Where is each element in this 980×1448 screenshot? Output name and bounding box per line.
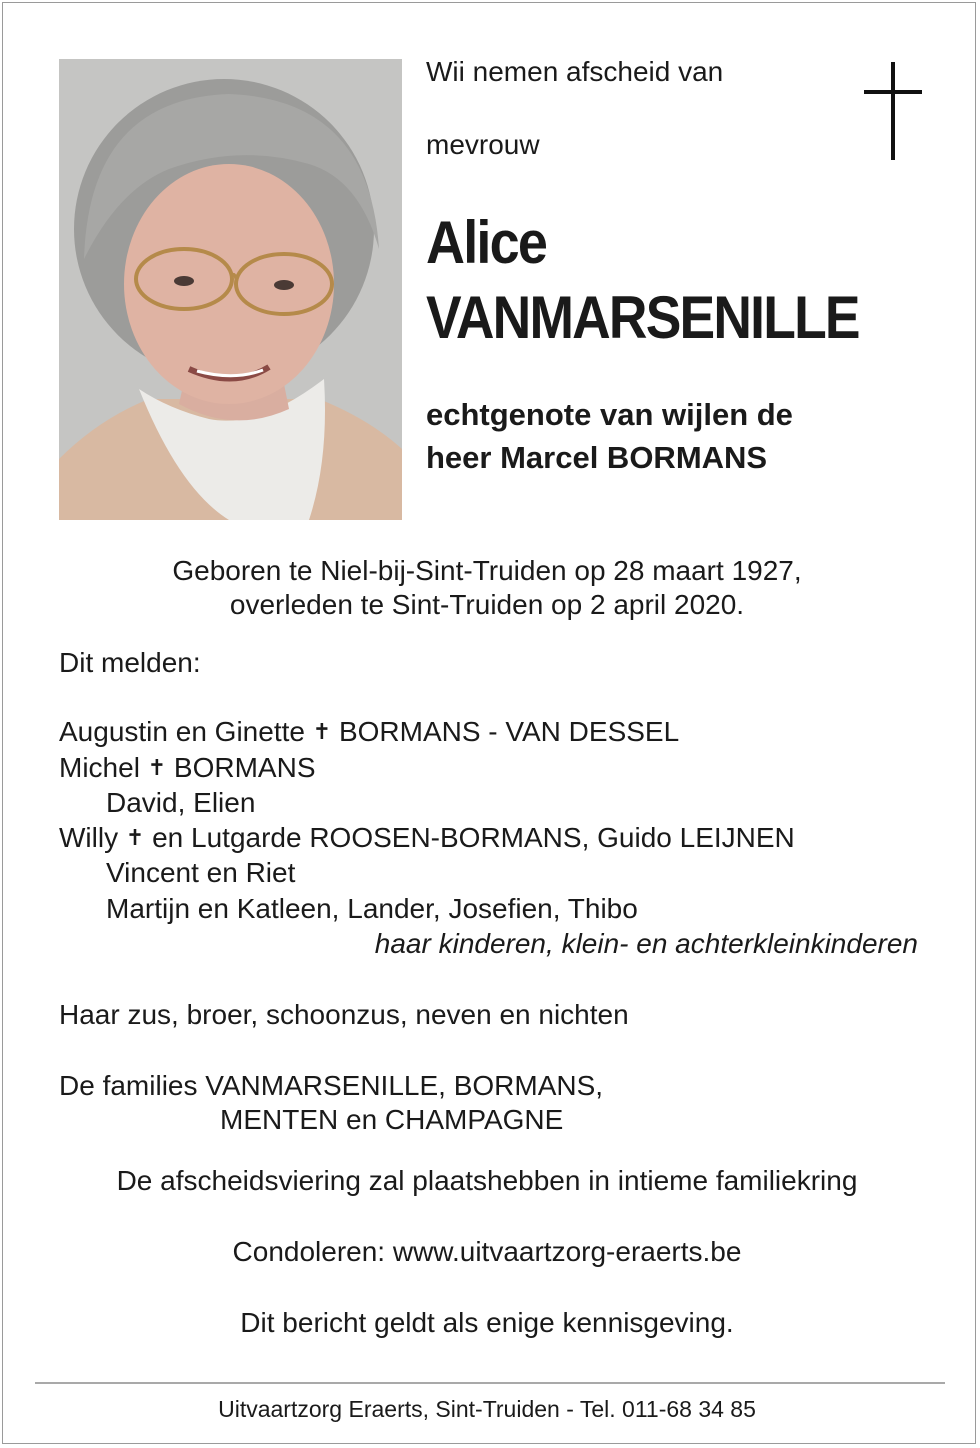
portrait-photo <box>59 59 402 520</box>
family-name-text: Augustin en Ginette <box>59 716 305 747</box>
footer-undertaker: Uitvaartzorg Eraerts, Sint-Truiden - Tel. 011-68 34 85 <box>218 1396 756 1422</box>
family-name-text: Michel <box>59 752 140 783</box>
intro-text: Wii nemen afscheid van <box>426 56 724 87</box>
spouse-line-2: heer Marcel BORMANS <box>426 440 768 475</box>
families-line-1: De families VANMARSENILLE, BORMANS, <box>59 1070 604 1101</box>
deceased-first-name: Alice <box>426 209 547 276</box>
family-relation: haar kinderen, klein- en achterkleinkinderen <box>374 928 918 959</box>
death-info: overleden te Sint-Truiden op 2 april 2020. <box>229 589 745 620</box>
family-line-5: Vincent en Riet <box>106 857 296 888</box>
family-line-4 <box>59 822 795 854</box>
relatives-line: Haar zus, broer, schoonzus, neven en nichten <box>59 999 629 1030</box>
latin-cross-icon <box>864 62 922 160</box>
footer-divider <box>35 1382 945 1384</box>
family-line-2 <box>59 752 316 784</box>
family-name-text: BORMANS - VAN DESSEL <box>338 716 680 747</box>
family-line-1 <box>59 716 679 748</box>
notice-text: Dit bericht geldt als enige kennisgeving. <box>240 1307 734 1338</box>
family-name-text: en Lutgarde ROOSEN-BORMANS, Guido LEIJNEN <box>152 822 795 853</box>
deceased-last-name: VANMARSENILLE <box>426 284 859 351</box>
condolences-info: Condoleren: www.uitvaartzorg-eraerts.be <box>232 1236 742 1267</box>
family-name-text: Willy <box>59 822 119 853</box>
honorific: mevrouw <box>426 129 540 160</box>
family-name-text: BORMANS <box>173 752 316 783</box>
deceased-cross-icon: ✝ <box>312 719 332 744</box>
deceased-cross-icon: ✝ <box>125 825 145 850</box>
announcers-header: Dit melden: <box>59 647 201 678</box>
spouse-line-1: echtgenote van wijlen de <box>426 397 793 432</box>
deceased-cross-icon: ✝ <box>147 755 167 780</box>
family-line-6: Martijn en Katleen, Lander, Josefien, Thibo <box>106 893 638 924</box>
family-line-3: David, Elien <box>106 787 256 818</box>
birth-info: Geboren te Niel-bij-Sint-Truiden op 28 maart 1927, <box>172 555 802 586</box>
ceremony-info: De afscheidsviering zal plaatshebben in intieme familiekring <box>116 1165 858 1196</box>
families-line-2: MENTEN en CHAMPAGNE <box>220 1104 564 1135</box>
